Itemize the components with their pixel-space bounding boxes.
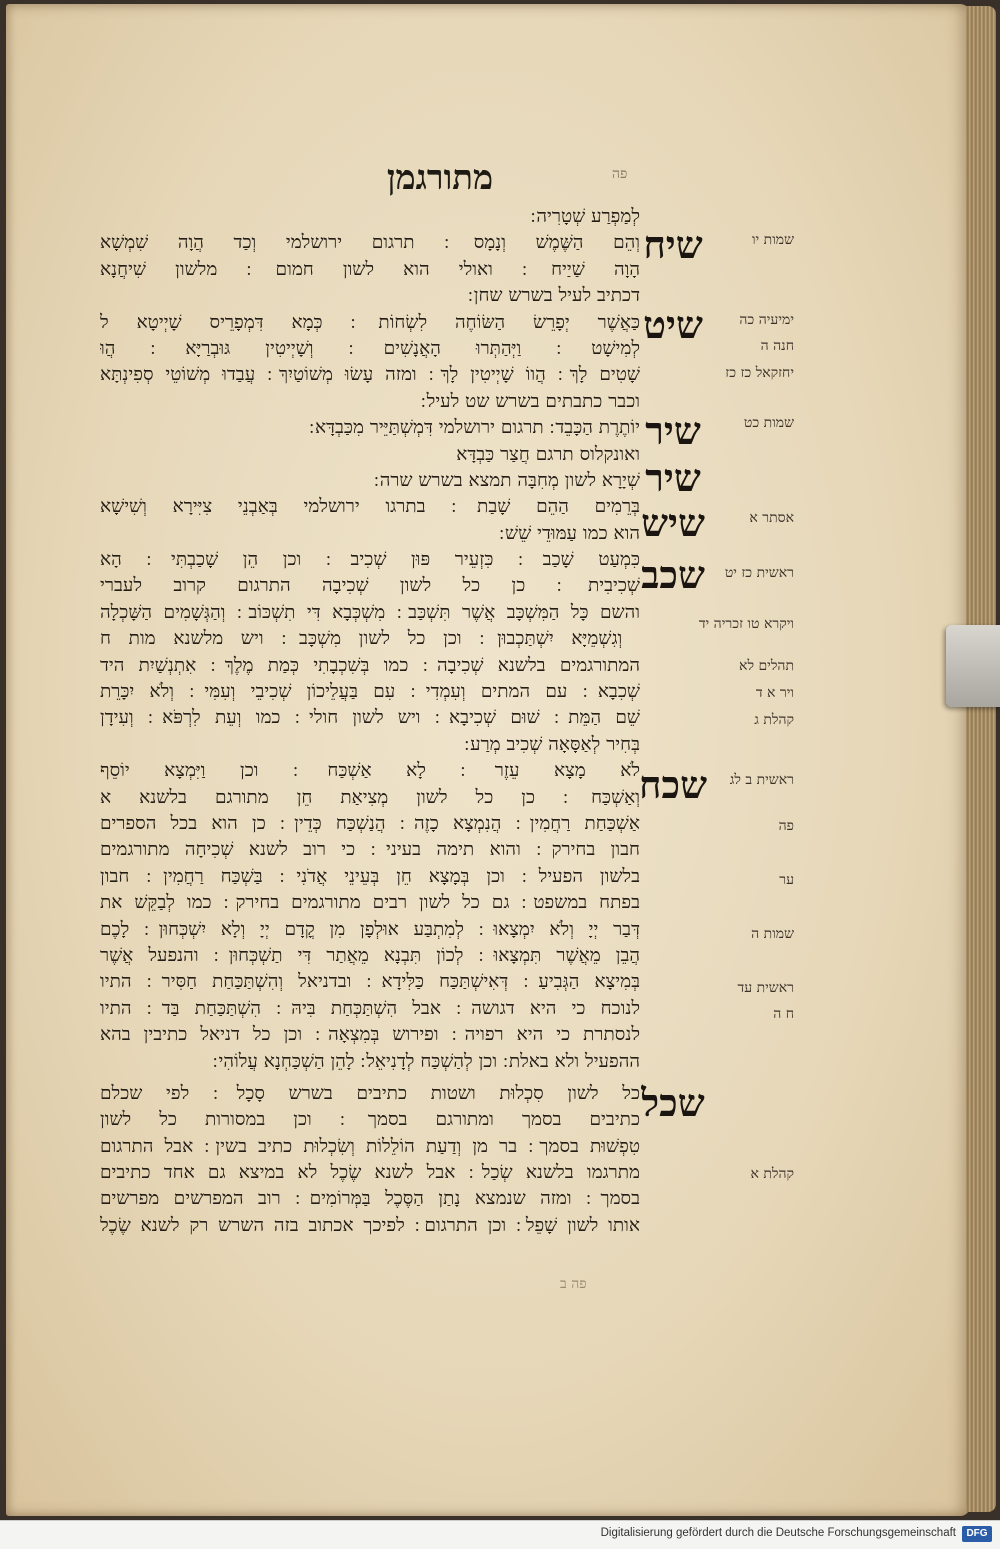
footer-bar (0, 1520, 1000, 1549)
text-line: כִּמְעַט שָׁכַב ׃ כִּזְעֵיר פּוּן שְׁכִיב ׃ וכן הֵן שָׁכַבְתִּי ׃ הָא (100, 549, 640, 571)
text-line: אותו לשון שָׁפֵל ׃ וכן התרגום ׃ לפיכך אכתוב בזה השרש רק לשנא שֶׂכֶל (100, 1214, 640, 1236)
text-line: לְמִישָׁט ׃ וַיְּהַתְּרוּ הָאֲנָשִׁים ׃ וְשָׁיְיטִין גּוּבְרַיָּא ׃ הֲוּ (100, 337, 640, 359)
text-line: וְהֵם הַשֶּׁמֶשׁ וְנָמָס ׃ תרגום ירושלמי וְכַד הֲוָה שִׁמְשָׁא (100, 232, 640, 254)
text-line: לנוכח כי היא דגושה ׃ אבל הִשְׁתַּכְּחַת בִּיהּ ׃ הִשְׁתַּכַּחַת בַּד ׃ התיו (100, 997, 640, 1019)
text-line: דכתיב לעיל בשרש שחן ׃ (467, 285, 640, 307)
margin-ref: תהלים לא (739, 658, 794, 674)
bookmark-tab (946, 625, 1000, 707)
margin-ref: ראשית כז יט (724, 565, 794, 581)
text-line: בְּרֵמִים הַהֵם שָׁבַת ׃ בתרגו ירושלמי בְּאַבְנֵי צִיִּירָא וְשִׁישָׁא (100, 496, 640, 518)
text-line: הוא כמו עַמּוּדֵי שֵׁשׁ ׃ (499, 522, 640, 544)
catchword: פה ב (560, 1276, 587, 1292)
margin-ref: ח ה (773, 1006, 794, 1022)
text-line: הֲבֵן מֵאֲשֶׁר תִּמְצָאוּ ׃ לְכוֹן תִּבְנָא מֵאֲתַר דִּי תַשְׁכְּחוּן ׃ והנפעל אֲשֶׁר (100, 944, 640, 966)
root-word: שכח (639, 762, 707, 807)
root-word: שכב (641, 552, 705, 597)
page-header: מתורגמן (386, 158, 494, 198)
margin-ref: שמות כט (743, 415, 794, 431)
page-edges (966, 6, 996, 1512)
margin-ref: חנה ה (760, 338, 794, 354)
margin-ref: יחזקאל כז כז (725, 365, 794, 381)
text-line: והשם כָּל הַמִּשְׁכָּב אֲשֶׁר תִּשְׁכַּב ׃ מִשְׁכְּבָא דִּי תִשְׁכּוֹב ׃ וְהַגְּשָׁמִים הַשָּׁכְלָה (100, 601, 640, 623)
margin-ref: קהלת ג (754, 712, 794, 728)
text-line: הָוָה שַׁיַיח ׃ ואולי הוא לשון חמום ׃ מלשון שִׁיחֲנָא (100, 258, 640, 280)
root-word: שיח (643, 222, 703, 267)
text-line: כַּאֲשֶׁר יְפָרֵשׂ הַשּׂוֹחֶה לִשְׂחוֹת ׃ כְּמָא דִּמְפָרֵיס שָׁיְיטָא ל (100, 311, 640, 333)
text-line: לֹא מָצָא עֵזֶר ׃ לָא אַשְׁכַּח ׃ וכן וַיִּמְצָא יוֹסֵף (100, 760, 640, 782)
margin-ref: ויר א ד (755, 685, 794, 701)
margin-ref: ראשית עד (737, 980, 794, 996)
text-line: אַשְׁכַּחַת רַחֲמִין ׃ הֲנִמְצָא כָזֶה ׃ הֲנַשְׁכַּח כְּדֵין ׃ כן הוא בכל הספרים (100, 812, 640, 834)
body-text (100, 204, 640, 1239)
text-line: מתרגמו בלשנא שְׂכַל ׃ אבל לשנא שֶׂכֶל לא במיצא גם אחד כתיבים (100, 1162, 640, 1184)
text-line: שְׁכִיבִית ׃ כן כל לשון שְׁכִיבָה התרגום קרוב לעברי (100, 575, 640, 597)
margin-ref: קהלת א (750, 1166, 794, 1182)
margin-ref: פה (778, 818, 794, 834)
text-line: בלשון הפעיל ׃ וכן בְּמָצָא חֵן בְּעֵינֵי אֲדֹנִי ׃ בַּשְׁכַּח רַחֲמִין ׃ חבון (100, 865, 640, 887)
text-line: בְּחִיר לְאַסָּאָה שְׁכִיב מְרַע ׃ (464, 733, 640, 755)
margin-ref: אסתר א (749, 510, 794, 526)
text-line: בְּמִיצָא הַגְּבִיעַ ׃ דְּאִישְׁתַּכַּח כַּלִּידָא ׃ ובדניאל וְהִשְׁתַּכַּחַת חַסִּיר ׃ התיו (100, 971, 640, 993)
text-line: כתיבים בסמך ומתורגם בסמך ׃ וכן במסורות כל לשון (100, 1109, 640, 1131)
text-line: המתורגמים בלשנא שְׁכִיבָה ׃ כמו בְּשִׁכְבָתִי כְּמַת מֶלֶךְ ׃ אִתְנְשַׁיִת היד (100, 654, 640, 676)
root-word: שכל (641, 1080, 705, 1125)
text-line: לְמַפְרַע שְׁטָרִיה ׃ (530, 206, 640, 227)
margin-ref: ימיעיה כה (739, 312, 794, 328)
text-line: שֵׁם הַמֵּת ׃ שׁוּם שְׁכִיבָא ׃ ויש לשון חולי ׃ כמו וְעֵת לִרְפֹּא ׃ וְעִידָן (100, 707, 640, 729)
margin-ref: שמות ה (751, 926, 794, 942)
margin-ref: ראשית ב לג (729, 772, 794, 788)
text-line: חבון בחירק ׃ והוא תימה בעיני ׃ כי רוב לשנא שְׁכִיחָה מתורגמים (100, 839, 640, 861)
text-line: וְאַשְׁכַּח ׃ כן כל לשון מְצִיאַת חֵן מתורגם בלשנא א (100, 786, 640, 808)
text-line: ׃ וְגִשְׁמֵיָּא יִשְׁתַּכְבוּן ׃ וכן כל לשון מִשְׁכָּב ׃ ויש מלשנא מות ח (100, 628, 640, 650)
text-line: וכבר כתבתים בשרש שט לעיל ׃ (420, 390, 640, 412)
text-line: שְׁיָרָא לשון מְחִבָּה תמצא בשרש שרה ׃ (373, 469, 640, 491)
text-line: בפתח במשפט ׃ גם כל לשון רבים מתורגמים בחירק ׃ כמו לְבַקֵּשׁ את (100, 892, 640, 914)
root-word: שיש (641, 500, 705, 545)
text-line: דְּבַר יְיָ וְלֹא יִמְצָאוּ ׃ לְמִתְבַּע אוּלְפָן מִן קֳדָם יְיָ וְלָא יִשְׁכְּחוּן ׃ לָכֶם (100, 918, 640, 940)
text-line: בסמך ׃ ומזה שנמצא נָתַן הַסֶּכֶל בַּמְּרוֹמִים ׃ רוב המפרשים מפרשים (100, 1188, 640, 1210)
root-word: שיט (643, 302, 703, 347)
text-line: יוֹתֶרֶת הַכָּבֵד ׃ תרגום ירושלמי דִּמְשְׁתַּיֵּיר מִכַּבְדָּא ׃ (309, 417, 640, 439)
root-word: שיר (645, 408, 701, 453)
text-line: שְׁכִבָא ׃ עם המתים וְעִמְדִי ׃ עִם בַּעֲלֵיכוֹן שְׁכִיבֵי וְעִמִּי ׃ וְלֹא יִכָּרֵת (100, 681, 640, 703)
text-line: לנסתרת כי היא רפויה ׃ ופירוש בְּמִצְאָה ׃ וכן כל דניאל כתיבין בהא (100, 1024, 640, 1046)
text-line: ואונקלוס תרגם חֲצַר כַּבְדָּא (456, 443, 640, 465)
text-line: שָׁטִים לָךְ ׃ הֲווֹ שָׁיְיטִין לָךְ ׃ ומזה עָשׂוּ מְשׁוֹטַיִךְ ׃ עֲבַדוּ מְשׁוֹטֵי סְפִינְתָּא (100, 364, 640, 386)
dfg-logo-icon: DFG (962, 1526, 992, 1542)
margin-ref: שמות יו (751, 232, 794, 248)
page-number: פה (612, 166, 628, 182)
text-line: ההפעיל ולא באלת ׃ וכן לְהַשְׁכַּח לְדָנִיאֵל ׃ לָהֵן הַשְׁכַּחְנָא עֲלוֹהִי ׃ (212, 1050, 640, 1072)
text-line: כל לשון סִכְלוּת ושטות כתיבים בשרש סָכָל ׃ לפי שכלם (100, 1082, 640, 1104)
root-word: שיר (645, 455, 701, 500)
text-line: טִפְשׁוּת בסמך ׃ בר מן וְדַעַת הוֹלֵלוֹת וְשִׂכְלוּת כתיב בשין ׃ אבל התרגום (100, 1135, 640, 1157)
margin-ref: ויקרא טו זכריה יד (698, 616, 794, 632)
funding-notice: Digitalisierung gefördert durch die Deutsche Forschungsgemeinschaft (600, 1527, 956, 1539)
margin-ref: ער (779, 872, 794, 888)
